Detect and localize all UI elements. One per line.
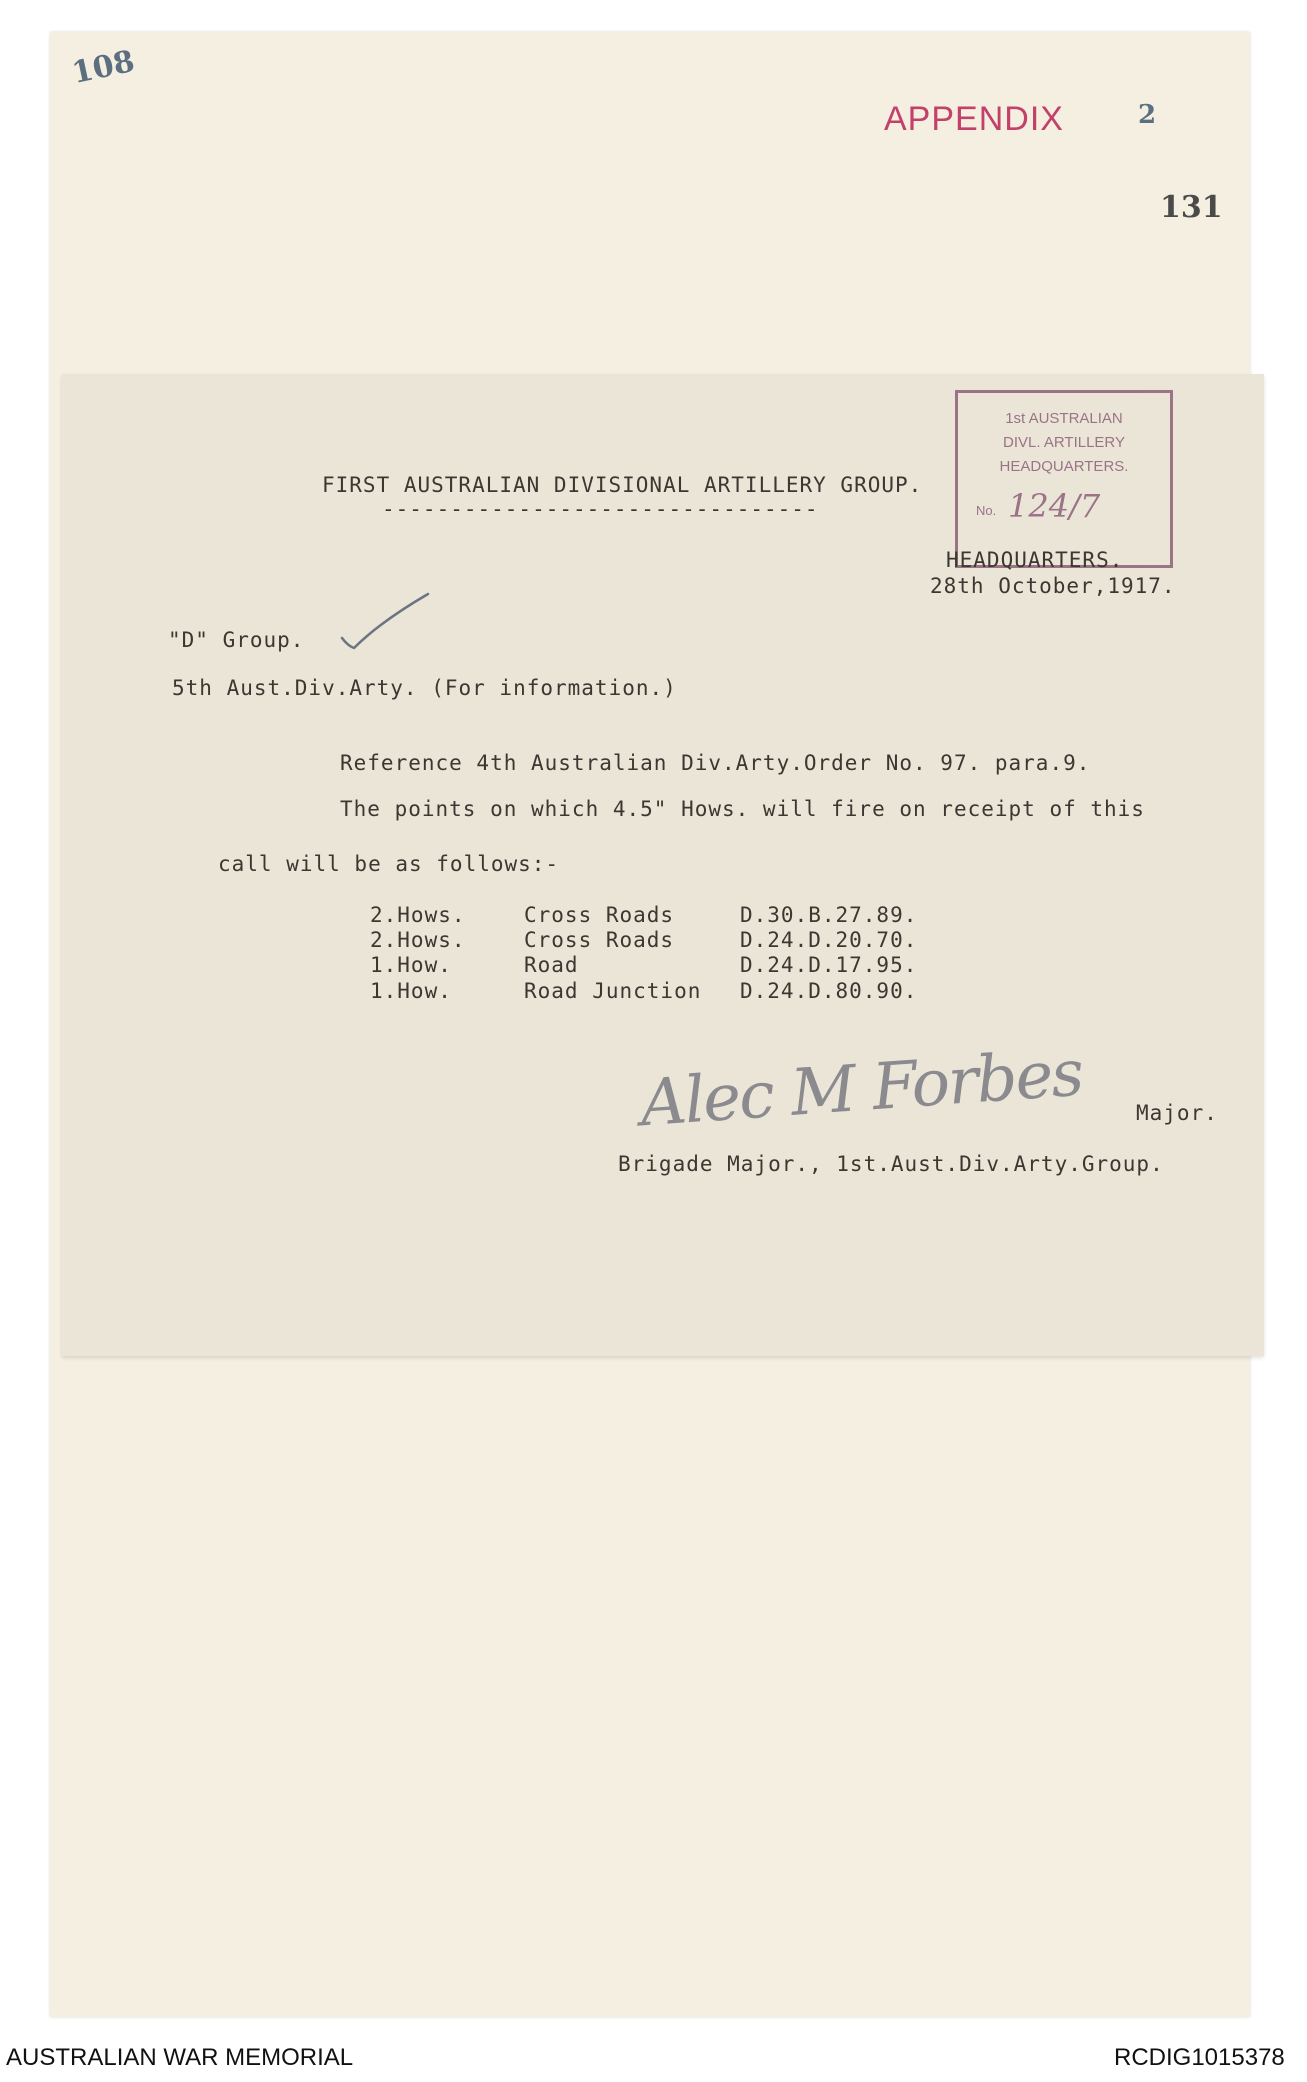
folio-number-top-left: 108 <box>69 43 138 92</box>
heading-underline: -------------------------------- <box>382 497 819 521</box>
target-location: Cross Roads <box>524 903 675 927</box>
handwritten-signature: Alec M Forbes <box>637 1036 1085 1142</box>
stamp-line-1: 1st AUSTRALIAN <box>1005 410 1123 427</box>
target-guns: 2.Hows. <box>370 903 466 927</box>
target-grid: D.24.D.80.90. <box>740 979 918 1003</box>
footer-catalogue-id: RCDIG1015378 <box>1114 2044 1285 2071</box>
appendix-stamp: APPENDIX <box>884 100 1064 138</box>
target-grid: D.30.B.27.89. <box>740 903 918 927</box>
target-location: Cross Roads <box>524 928 675 952</box>
date-line: 28th October,1917. <box>930 574 1176 598</box>
receipt-stamp <box>955 390 1173 568</box>
letter-heading: FIRST AUSTRALIAN DIVISIONAL ARTILLERY GROUP. <box>322 473 923 497</box>
origin-line: HEADQUARTERS. <box>946 548 1124 572</box>
target-guns: 2.Hows. <box>370 928 466 952</box>
stamp-line-3: HEADQUARTERS. <box>999 458 1129 475</box>
stamp-line-2: DIVL. ARTILLERY <box>1002 434 1125 451</box>
addressee-2: 5th Aust.Div.Arty. (For information.) <box>172 676 677 700</box>
signatory-title: Brigade Major., 1st.Aust.Div.Arty.Group. <box>618 1152 1164 1176</box>
body-line-2: call will be as follows:- <box>218 852 560 876</box>
addressee-1: "D" Group. <box>168 628 305 652</box>
target-guns: 1.How. <box>370 953 452 977</box>
target-location: Road Junction <box>524 979 702 1003</box>
stamp-number: 124/7 <box>1008 487 1101 525</box>
folio-number-top-right: 131 <box>1160 190 1223 225</box>
stamp-no-label: No. <box>976 503 997 518</box>
appendix-partial-number: 2 <box>1138 100 1157 130</box>
check-mark-icon <box>340 590 440 650</box>
target-grid: D.24.D.20.70. <box>740 928 918 952</box>
target-location: Road <box>524 953 579 977</box>
signatory-rank: Major. <box>1136 1101 1218 1125</box>
reference-line: Reference 4th Australian Div.Arty.Order No. 97. para.9. <box>340 751 1091 775</box>
target-guns: 1.How. <box>370 979 452 1003</box>
target-grid: D.24.D.17.95. <box>740 953 918 977</box>
footer-institution: AUSTRALIAN WAR MEMORIAL <box>6 2044 354 2071</box>
body-line-1: The points on which 4.5" Hows. will fire on receipt of this <box>340 797 1145 821</box>
